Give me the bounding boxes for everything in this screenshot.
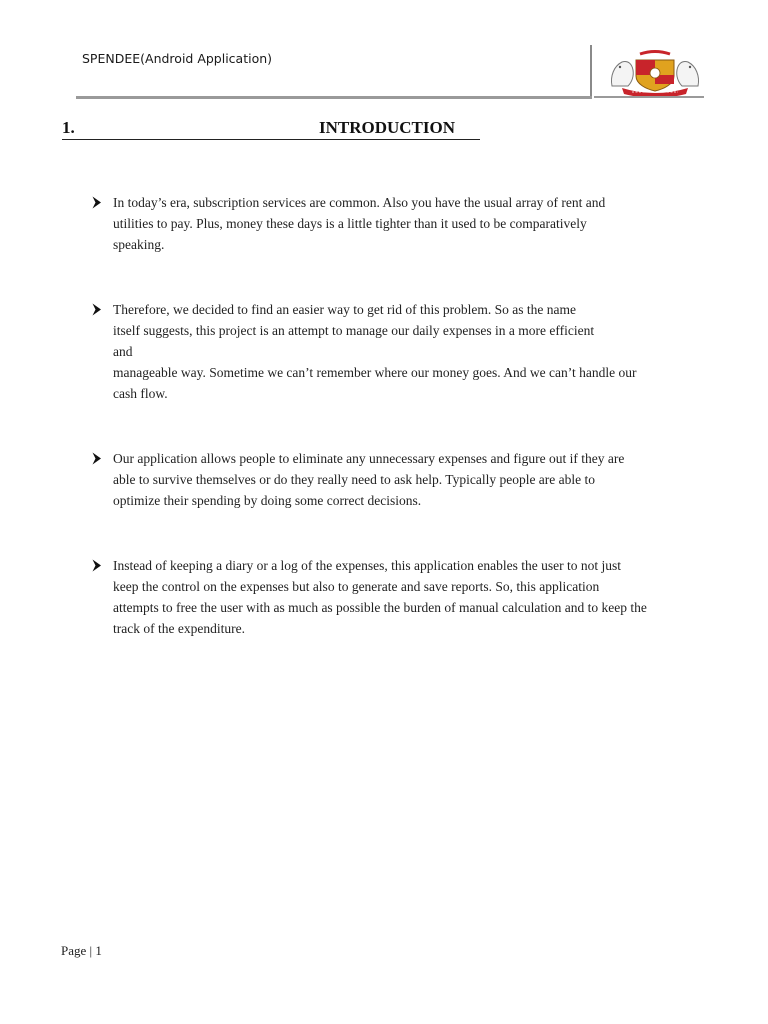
bullet-line: speaking.: [113, 237, 165, 252]
bullet-line: Our application allows people to eliminate any unnecessary expenses and figure out if they are: [113, 451, 625, 466]
bullet-line: Therefore, we decided to find an easier way to get rid of this problem. So as the name: [113, 302, 576, 317]
institute-logo: [606, 48, 704, 96]
arrowhead-bullet-icon: [91, 299, 103, 320]
bullet-text: [113, 448, 716, 511]
bullet-line: able to survive themselves or do they really need to ask help. Typically people are able to: [113, 472, 596, 487]
bullet-item: [91, 192, 716, 255]
section-title: INTRODUCTION: [319, 118, 456, 137]
document-header-title: SPENDEE(Android Application): [82, 51, 273, 66]
bullet-line: itself suggests, this project is an attempt to manage our daily expenses in a more efficient: [113, 323, 595, 338]
bullet-line: attempts to free the user with as much as possible the burden of manual calculation and to keep the: [113, 600, 647, 615]
arrowhead-bullet-icon: [91, 448, 103, 469]
bullet-list: [91, 192, 716, 639]
bullet-line: utilities to pay. Plus, money these days is a little tighter than it used to be comparatively: [113, 216, 587, 231]
bullet-line: cash flow.: [113, 386, 168, 401]
bullet-text: [113, 299, 716, 404]
bullet-line: keep the control on the expenses but also to generate and save reports. So, this application: [113, 579, 600, 594]
bullet-line: and: [113, 344, 133, 359]
bullet-line: track of the expenditure.: [113, 621, 245, 636]
arrowhead-bullet-icon: [91, 555, 103, 576]
bullet-text: [113, 555, 716, 639]
logo-underline-rule: [594, 96, 704, 98]
section-heading-underline: [62, 139, 480, 140]
bullet-item: [91, 555, 716, 639]
bullet-text: [113, 192, 716, 255]
page-number-footer: Page | 1: [61, 943, 102, 958]
bullet-item: [91, 448, 716, 511]
header-vertical-divider: [590, 45, 592, 98]
bullet-line: In today’s era, subscription services are common. Also you have the usual array of rent and: [113, 195, 606, 210]
section-number: 1.: [62, 118, 75, 137]
bullet-item: [91, 299, 716, 404]
arrowhead-bullet-icon: [91, 192, 103, 213]
bullet-line: Instead of keeping a diary or a log of the expenses, this application enables the user to not just: [113, 558, 621, 573]
header-rule: [76, 96, 592, 99]
bullet-line: manageable way. Sometime we can’t remember where our money goes. And we can’t handle our: [113, 365, 637, 380]
bullet-line: optimize their spending by doing some correct decisions.: [113, 493, 422, 508]
